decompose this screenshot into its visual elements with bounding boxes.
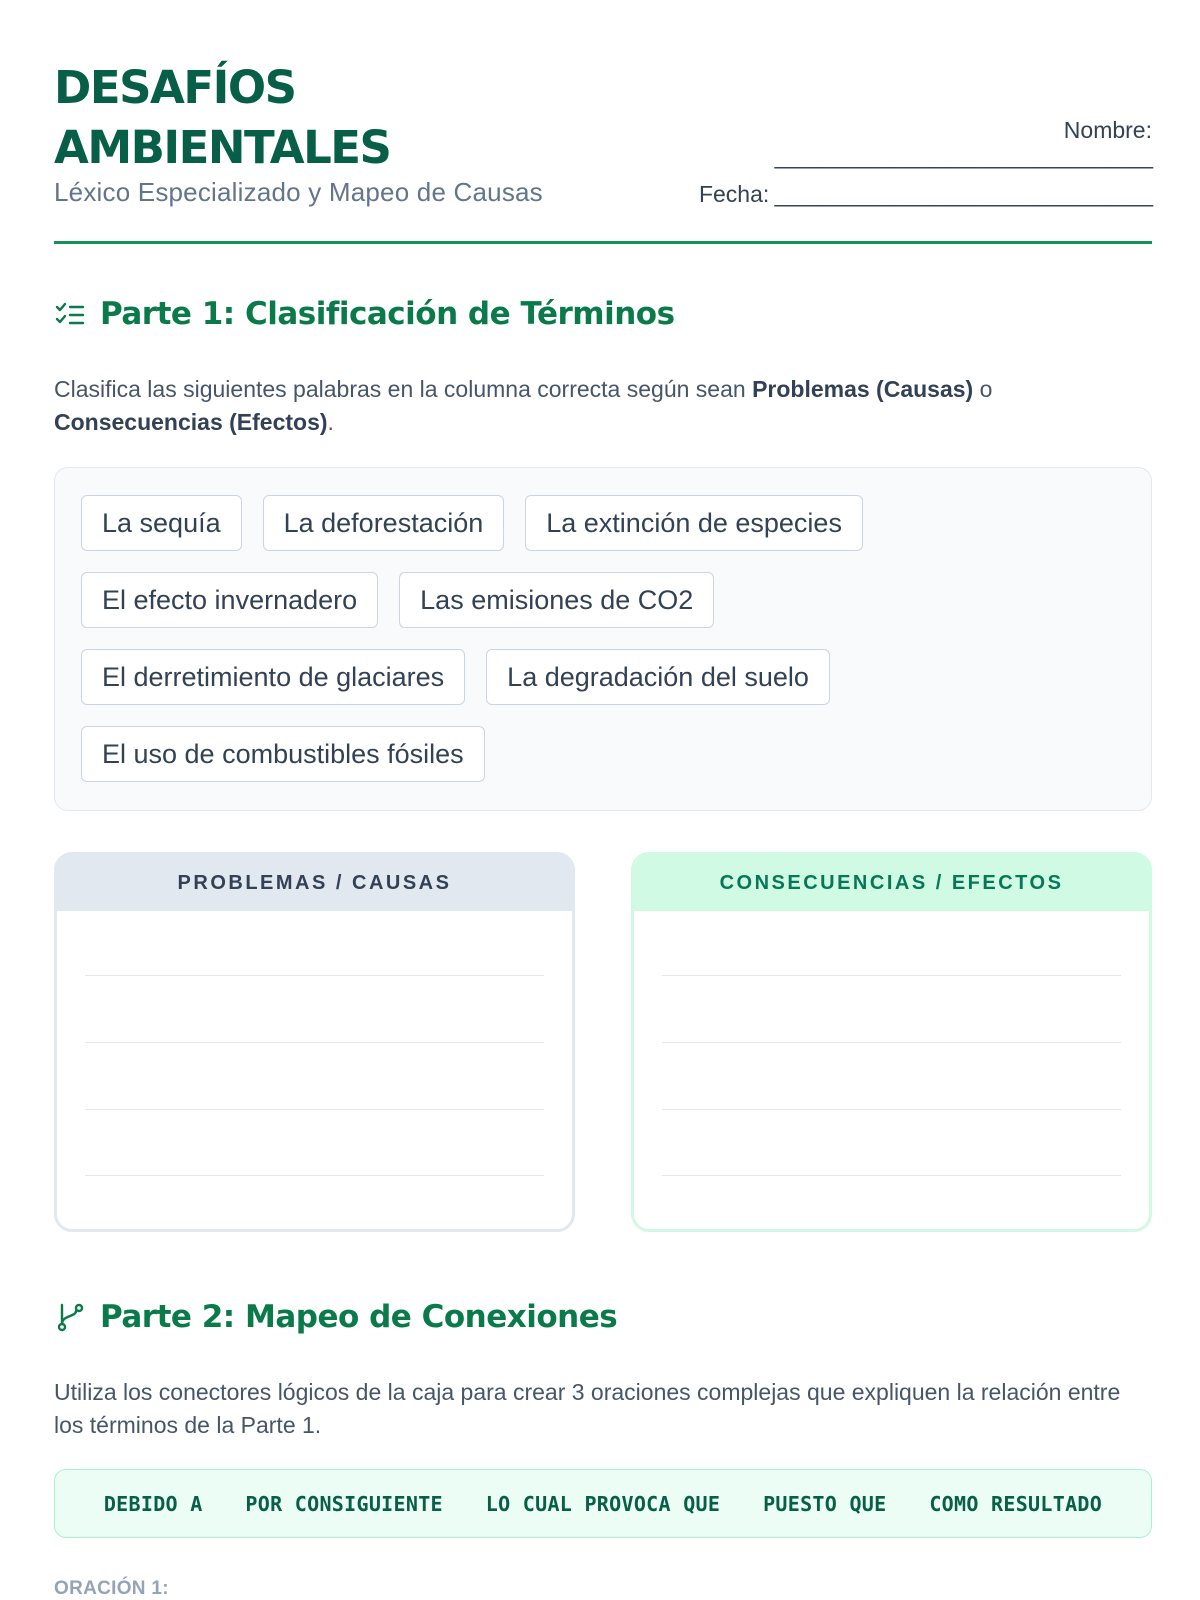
title-line-2: AMBIENTALES xyxy=(54,121,391,174)
instruction-emphasis-effects: Consecuencias (Efectos) xyxy=(54,409,328,435)
connector-word: COMO RESULTADO xyxy=(929,1491,1103,1516)
causes-column xyxy=(54,852,575,1232)
sentence-1-label: ORACIÓN 1: xyxy=(54,1578,169,1599)
part2-heading-row xyxy=(54,1299,617,1335)
page-subtitle: Léxico Especializado y Mapeo de Causas xyxy=(54,177,543,207)
word-chip[interactable]: El uso de combustibles fósiles xyxy=(81,726,485,782)
answer-line xyxy=(662,1042,1121,1043)
part1-instruction xyxy=(54,373,1152,439)
word-chip[interactable]: El derretimiento de glaciares xyxy=(81,649,465,705)
answer-line xyxy=(85,975,544,976)
connector-word: POR CONSIGUIENTE xyxy=(245,1491,443,1516)
connector-word: LO CUAL PROVOCA QUE xyxy=(485,1491,721,1516)
word-chips xyxy=(81,495,1081,782)
connectors-box xyxy=(54,1469,1152,1538)
instruction-text: o xyxy=(973,376,993,402)
connector-word: PUESTO QUE xyxy=(763,1491,887,1516)
answer-line xyxy=(662,975,1121,976)
instruction-text: . xyxy=(327,409,334,435)
answer-line xyxy=(662,1109,1121,1110)
answer-line xyxy=(85,1109,544,1110)
page-title xyxy=(54,58,574,178)
answer-line xyxy=(85,1042,544,1043)
instruction-emphasis-causes: Problemas (Causas) xyxy=(752,376,974,402)
instruction-text: Clasifica las siguientes palabras en la columna correcta según sean xyxy=(54,376,753,402)
name-field[interactable]: ________________________________ xyxy=(774,143,1152,169)
effects-column-title: CONSECUENCIAS / EFECTOS xyxy=(634,855,1149,911)
worksheet-page xyxy=(54,0,1152,1600)
date-label: Fecha: xyxy=(698,181,770,207)
answer-line xyxy=(85,1175,544,1176)
checklist-icon xyxy=(54,298,86,330)
date-field[interactable]: ________________________________ xyxy=(774,181,1152,207)
word-chip[interactable]: La extinción de especies xyxy=(525,495,863,551)
part1-heading: Parte 1: Clasificación de Términos xyxy=(100,296,675,332)
part2-heading: Parte 2: Mapeo de Conexiones xyxy=(100,1299,618,1335)
student-fields xyxy=(672,116,1152,208)
word-chip[interactable]: El efecto invernadero xyxy=(81,572,378,628)
word-bank xyxy=(54,467,1152,811)
branch-icon xyxy=(54,1301,86,1333)
causes-column-title: PROBLEMAS / CAUSAS xyxy=(57,855,572,911)
title-line-1: DESAFÍOS xyxy=(54,61,296,114)
word-chip[interactable]: Las emisiones de CO2 xyxy=(399,572,714,628)
word-chip[interactable]: La sequía xyxy=(81,495,242,551)
word-chip[interactable]: La degradación del suelo xyxy=(486,649,830,705)
part1-heading-row xyxy=(54,296,675,332)
part2-instruction: Utiliza los conectores lógicos de la caja para crear 3 oraciones complejas que expliquen la relación entre los términos de la Parte 1. xyxy=(54,1379,1121,1438)
worksheet-header xyxy=(54,54,1152,244)
answer-line xyxy=(662,1175,1121,1176)
word-chip[interactable]: La deforestación xyxy=(263,495,505,551)
effects-column xyxy=(631,852,1152,1232)
connector-word: DEBIDO A xyxy=(103,1491,203,1516)
date-row xyxy=(672,180,1152,208)
name-label: Nombre: xyxy=(1063,117,1152,143)
